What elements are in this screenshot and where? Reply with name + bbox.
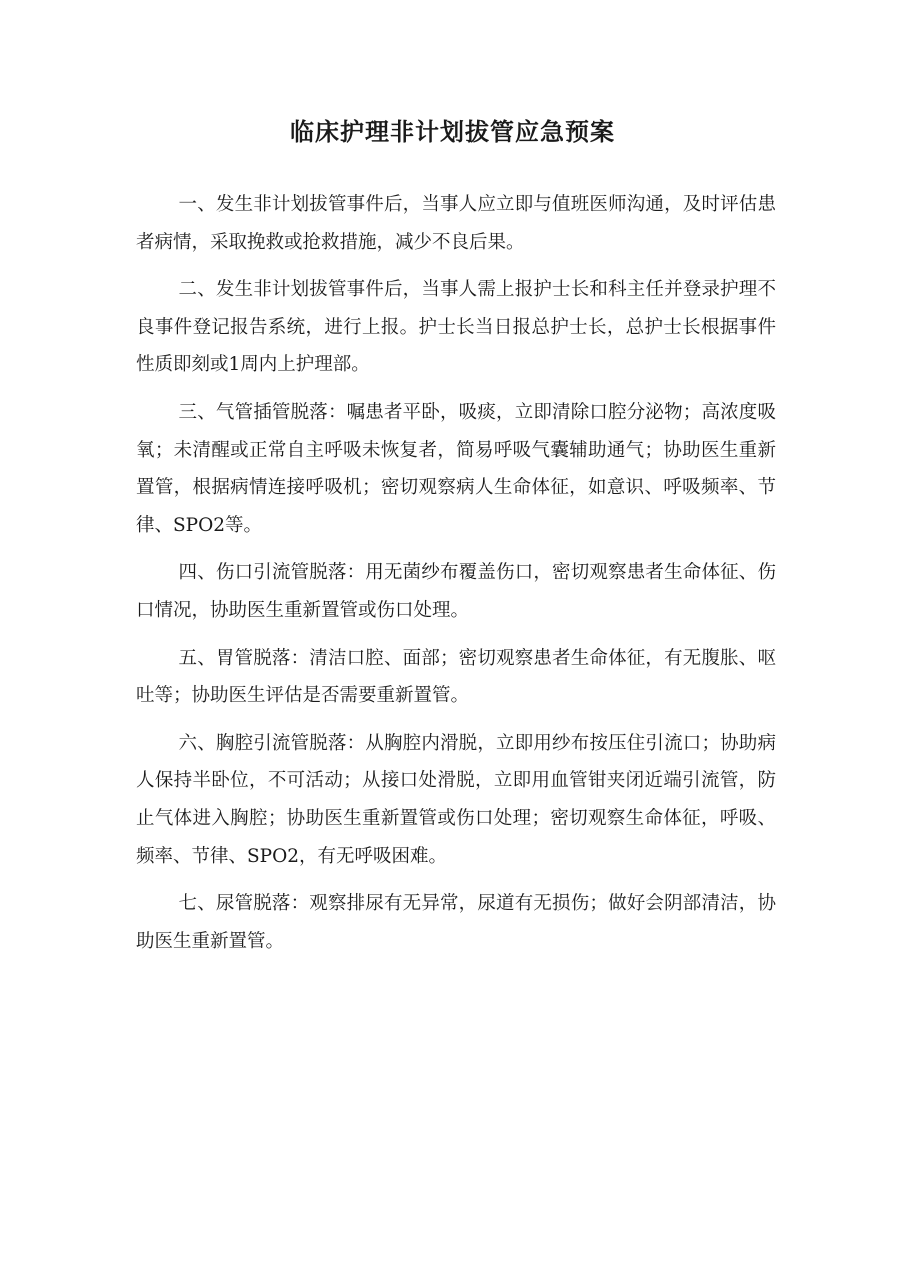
paragraph-2: 二、发生非计划拔管事件后，当事人需上报护士长和科主任并登录护理不良事件登记报告系统，进行上报。护士长当日报总护士长，总护士长根据事件性质即刻或1周内上护理部。: [136, 279, 776, 376]
paragraph-1: 一、发生非计划拔管事件后，当事人应立即与值班医师沟通，及时评估患者病情，采取挽救或抢救措施，减少不良后果。: [136, 194, 776, 253]
document-title: 临床护理非计划拔管应急预案: [290, 118, 615, 146]
paragraph-3: 三、气管插管脱落：嘱患者平卧，吸痰，立即清除口腔分泌物；高浓度吸氧；未清醒或正常自主呼吸未恢复者，简易呼吸气囊辅助通气；协助医生重新置管，根据病情连接呼吸机；密切观察病人生命体征，如意识、呼吸频率、节律、SPO2等。: [136, 401, 776, 536]
paragraph-4: 四、伤口引流管脱落：用无菌纱布覆盖伤口，密切观察患者生命体征、伤口情况，协助医生重新置管或伤口处理。: [136, 562, 776, 621]
paragraph-5: 五、胃管脱落：清洁口腔、面部；密切观察患者生命体征，有无腹胀、呕吐等；协助医生评估是否需要重新置管。: [136, 647, 776, 707]
document-body: [136, 186, 776, 970]
paragraph-7: 七、尿管脱落：观察排尿有无异常，尿道有无损伤；做好会阴部清洁，协助医生重新置管。: [136, 893, 776, 952]
paragraph-6: 六、胸腔引流管脱落：从胸腔内滑脱，立即用纱布按压住引流口；协助病人保持半卧位，不可活动；从接口处滑脱，立即用血管钳夹闭近端引流管，防止气体进入胸腔；协助医生重新置管或伤口处理；密切观察生命体征，呼吸、频率、节律、SPO2，有无呼吸困难。: [136, 732, 776, 867]
